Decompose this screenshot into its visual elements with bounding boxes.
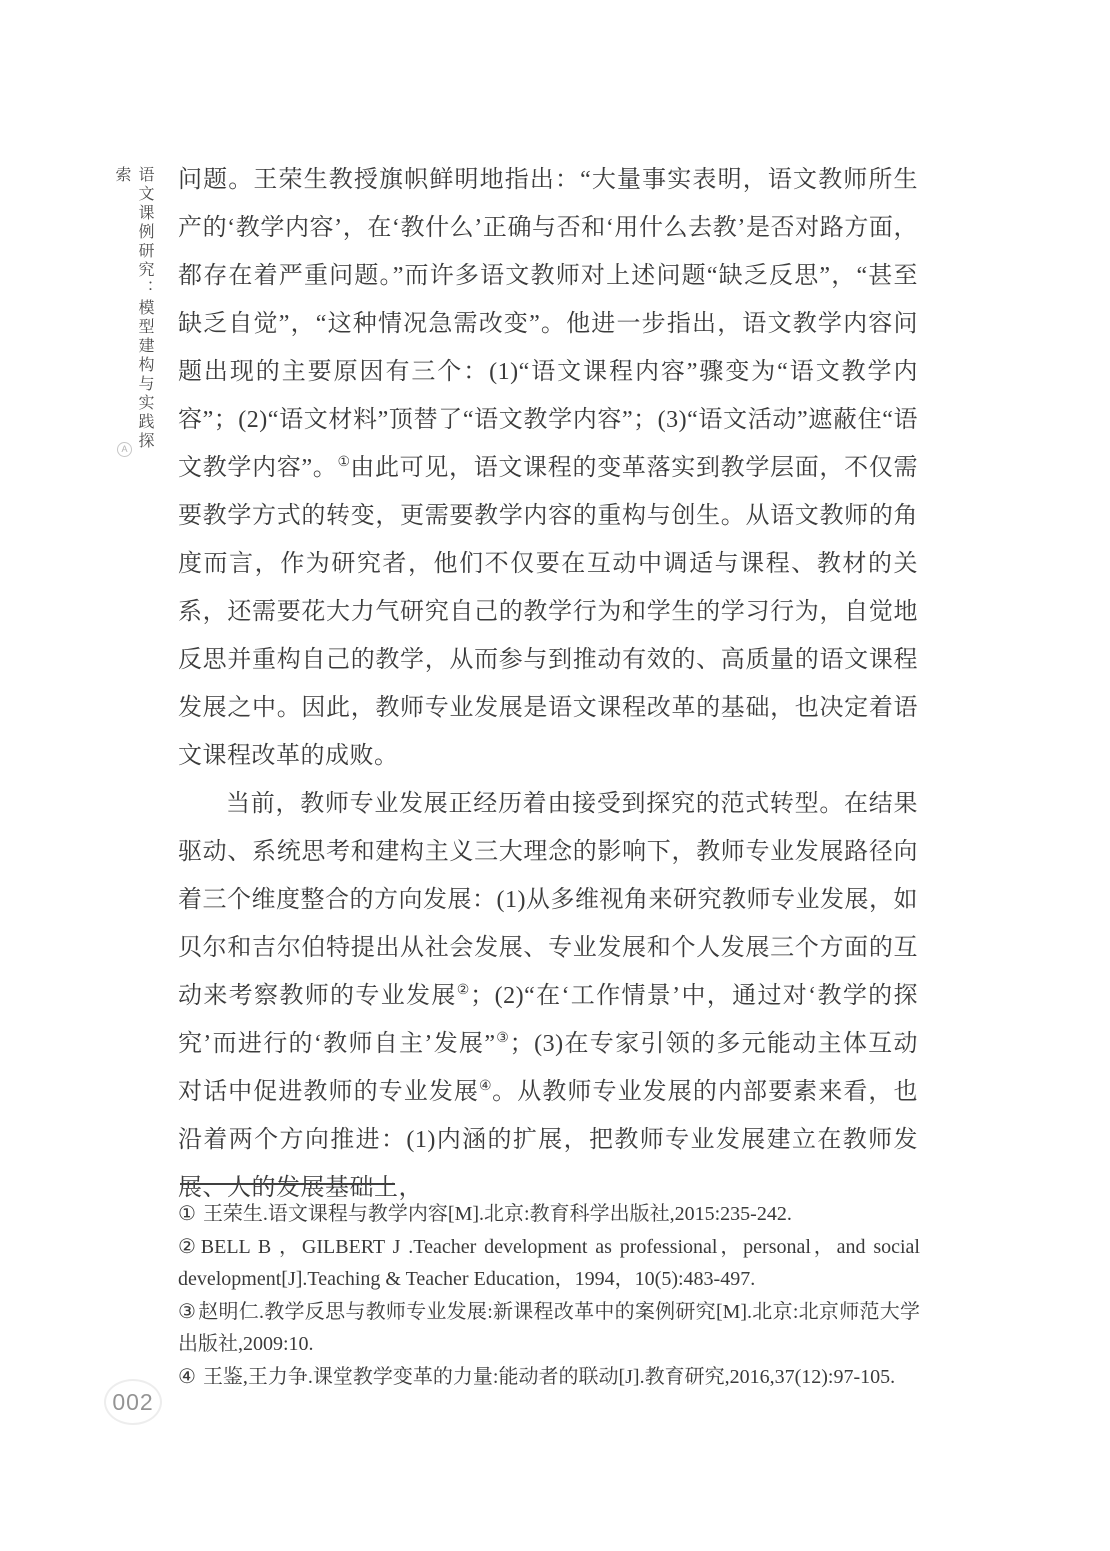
page-number [104, 1379, 162, 1425]
page-number-text: 002 [112, 1388, 154, 1415]
footnote-marker: ③ [178, 1301, 197, 1323]
footnote-item [178, 1198, 920, 1230]
footnote-item [178, 1296, 920, 1360]
footnote-item [178, 1231, 920, 1295]
footnote-ref-marker: ④ [479, 1079, 493, 1094]
body-text [178, 156, 918, 1212]
footnote-ref-marker: ① [337, 455, 351, 470]
footnote-marker: ② [178, 1236, 199, 1258]
footnote-text: 赵明仁.教学反思与教师专业发展:新课程改革中的案例研究[M].北京:北京师范大学出版社,2009:10. [178, 1301, 920, 1355]
footnote-divider [180, 1183, 395, 1185]
paragraph: 问题。王荣生教授旗帜鲜明地指出：“大量事实表明，语文教师所生产的‘教学内容’，在‘教什么’正确与否和‘用什么去教’是否对路方面，都存在着严重问题。”而许多语文教师对上述问题“缺乏反思”，“甚至缺乏自觉”，“这种情况急需改变”。他进一步指出，语文教学内容问题出现的主要原因有三个：(1)“语文课程内容”骤变为“语文教学内容”；(2)“语文材料”顶替了“语文教学内容”；(3)“语文活动”遮蔽住“语文教学内容”。①由此可见，语文课程的变革落实到教学层面，不仅需要教学方式的转变，更需要教学内容的重构与创生。从语文教师的角度而言，作为研究者，他们不仅要在互动中调适与课程、教材的关系，还需要花大力气研究自己的教学行为和学生的学习行为，自觉地反思并重构自己的教学，从而参与到推动有效的、高质量的语文课程发展之中。因此，教师专业发展是语文课程改革的基础，也决定着语文课程改革的成败。 [178, 167, 919, 769]
footnote-ref-marker: ② [456, 983, 471, 998]
spine-title: 语文课例研究：模型建构与实践探索 [113, 166, 153, 451]
footnote-text: BELL B ，GILBERT J .Teacher development as professional，personal，and social development[J].Teaching & Teacher Education，1994，10(5):483-497. [178, 1236, 920, 1290]
footnote-marker: ① [178, 1203, 196, 1225]
spine-badge-icon: A [117, 442, 132, 457]
paragraph: 当前，教师专业发展正经历着由接受到探究的范式转型。在结果驱动、系统思考和建构主义三大理念的影响下，教师专业发展路径向着三个维度整合的方向发展：(1)从多维视角来研究教师专业发展，如贝尔和吉尔伯特提出从社会发展、专业发展和个人发展三个方面的互动来考察教师的专业发展②；(2)“在‘工作情景’中，通过对‘教学的探究’而进行的‘教师自主’发展”③；(3)在专家引领的多元能动主体互动对话中促进教师的专业发展④。从教师专业发展的内部要素来看，也沿着两个方向推进：(1)内涵的扩展，把教师专业发展建立在教师发展、人的发展基础上， [178, 791, 918, 1201]
footnote-text: 王荣生.语文课程与教学内容[M].北京:教育科学出版社,2015:235-242. [197, 1203, 792, 1225]
footnote-marker: ④ [178, 1366, 196, 1388]
footnotes [178, 1198, 920, 1394]
footnote-item [178, 1361, 920, 1393]
footnote-text: 王鉴,王力争.课堂教学变革的力量:能动者的联动[J].教育研究,2016,37(12):97-105. [197, 1366, 896, 1388]
footnote-ref-marker: ③ [495, 1031, 510, 1046]
